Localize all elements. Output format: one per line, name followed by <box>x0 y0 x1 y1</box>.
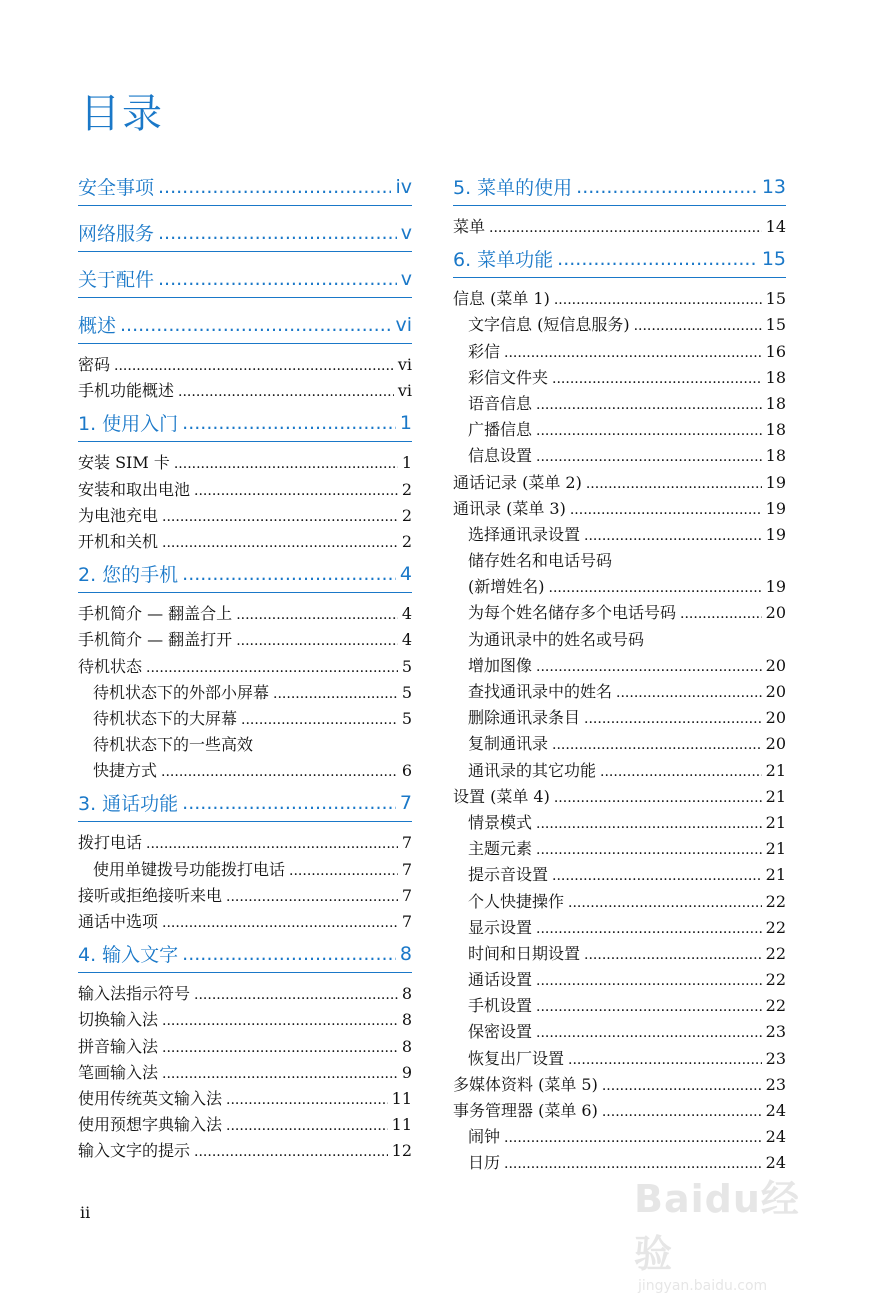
toc-subentry[interactable] <box>453 889 786 915</box>
dot-leader <box>554 785 762 811</box>
toc-page-number: 20 <box>765 655 786 675</box>
dot-leader <box>584 523 762 549</box>
toc-subentry[interactable] <box>453 365 786 391</box>
dot-leader <box>570 497 762 523</box>
toc-entry-title: 广播信息 <box>468 420 533 440</box>
dot-leader <box>602 1099 762 1125</box>
toc-page-number: 19 <box>765 472 786 492</box>
toc-entry-title: 选择通讯录设置 <box>468 524 581 544</box>
dot-leader <box>568 1047 762 1073</box>
dot-leader <box>504 340 762 366</box>
toc-heading[interactable] <box>78 555 412 593</box>
toc-entry-title: 彩信 <box>468 341 501 361</box>
toc-page-number: 2 <box>401 531 412 551</box>
toc-entry-title: 情景模式 <box>468 812 533 832</box>
toc-entry-title: 复制通讯录 <box>468 734 549 754</box>
dot-leader <box>182 412 396 434</box>
toc-page-number: 11 <box>391 1115 412 1135</box>
dot-leader <box>174 451 398 477</box>
toc-page-number: 2 <box>401 505 412 525</box>
toc-page-number: 5 <box>401 708 412 728</box>
toc-subentry[interactable] <box>78 758 412 784</box>
toc-page-number: 8 <box>401 984 412 1004</box>
dot-leader <box>557 248 758 270</box>
toc-entry-title: 通讯录的其它功能 <box>468 760 597 780</box>
toc-heading[interactable] <box>78 404 412 442</box>
dot-leader <box>549 575 762 601</box>
dot-leader <box>158 222 397 244</box>
toc-entry-continued[interactable] <box>453 627 786 653</box>
toc-entry-title: 安装和取出电池 <box>78 479 191 499</box>
toc-entry-title: (新增姓名) <box>468 577 545 597</box>
toc-entry-title: 2. 您的手机 <box>78 564 179 587</box>
toc-entry-title: 通讯录 (菜单 3) <box>453 498 566 518</box>
toc-page-number: 7 <box>401 885 412 905</box>
dot-leader <box>178 379 394 405</box>
dot-leader <box>584 942 762 968</box>
dot-leader <box>241 707 398 733</box>
toc-subentry[interactable] <box>453 731 786 757</box>
toc-subentry[interactable] <box>453 522 786 548</box>
dot-leader <box>158 268 397 290</box>
toc-entry-title: 显示设置 <box>468 917 533 937</box>
toc-entry-title: 通话中选项 <box>78 912 159 931</box>
toc-subentry[interactable] <box>453 705 786 731</box>
toc-entry[interactable] <box>78 601 412 627</box>
dot-leader <box>194 1139 388 1165</box>
dot-leader <box>158 176 391 198</box>
toc-entry[interactable] <box>453 286 786 312</box>
toc-page-number: 20 <box>765 708 786 728</box>
toc-entry-title: 信息设置 <box>468 446 533 466</box>
toc-entry-title: 事务管理器 (菜单 6) <box>453 1101 598 1120</box>
toc-subentry[interactable] <box>453 339 786 365</box>
dot-leader <box>162 504 398 530</box>
toc-page-number: 12 <box>391 1141 412 1161</box>
watermark-url: jingyan.baidu.com <box>638 1278 768 1294</box>
toc-page-number: 14 <box>765 217 786 236</box>
toc-page-number: 8 <box>399 942 412 965</box>
toc-page-number: 19 <box>765 577 786 597</box>
toc-entry-title: 使用预想字典输入法 <box>78 1115 223 1135</box>
toc-entry-title: 多媒体资料 (菜单 5) <box>453 1074 598 1094</box>
toc-page-number: 9 <box>401 1062 412 1082</box>
toc-page-number: 7 <box>401 859 412 879</box>
toc-subentry[interactable] <box>453 836 786 862</box>
toc-entry-title: 通话设置 <box>468 970 533 990</box>
toc-entry[interactable] <box>78 1007 412 1033</box>
dot-leader <box>273 681 398 707</box>
toc-entry-title: 待机状态下的外部小屏幕 <box>93 682 270 702</box>
toc-entry-title: 储存姓名和电话号码 <box>468 551 613 571</box>
toc-heading[interactable] <box>453 240 786 278</box>
toc-entry-title: 查找通讯录中的姓名 <box>468 682 613 701</box>
dot-leader <box>194 982 398 1008</box>
dot-leader <box>161 759 398 785</box>
dot-leader <box>600 759 762 785</box>
toc-subentry[interactable] <box>453 993 786 1019</box>
toc-page-number: 22 <box>765 891 786 911</box>
dot-leader <box>602 1073 762 1099</box>
toc-entry-continued[interactable] <box>78 732 412 758</box>
toc-entry-title: 拼音输入法 <box>78 1036 159 1056</box>
toc-page-number: 23 <box>765 1022 786 1042</box>
toc-subentry[interactable] <box>78 857 412 883</box>
dot-leader <box>536 916 762 942</box>
toc-entry[interactable] <box>78 378 412 404</box>
toc-subentry[interactable] <box>453 574 786 600</box>
dot-leader <box>536 418 762 444</box>
toc-entry[interactable] <box>78 1034 412 1060</box>
toc-entry-title: 语音信息 <box>468 393 533 413</box>
toc-heading[interactable] <box>78 784 412 822</box>
toc-subentry[interactable] <box>453 810 786 836</box>
toc-subentry[interactable] <box>453 941 786 967</box>
toc-entry-title: 开机和关机 <box>78 531 159 551</box>
dot-leader <box>536 837 762 863</box>
toc-subentry[interactable] <box>453 417 786 443</box>
dot-leader <box>680 601 762 627</box>
toc-entry-continued[interactable] <box>453 548 786 574</box>
page-title: 目录 <box>80 91 164 137</box>
dot-leader <box>536 1020 762 1046</box>
dot-leader <box>552 863 762 889</box>
toc-page-number: vi <box>395 313 412 336</box>
toc-entry-title: 设置 (菜单 4) <box>453 786 550 806</box>
toc-entry[interactable] <box>453 1098 786 1124</box>
dot-leader <box>536 392 762 418</box>
toc-entry[interactable] <box>453 1072 786 1098</box>
toc-page-number: 1 <box>399 411 412 434</box>
toc-page-number: 5 <box>401 682 412 702</box>
dot-leader <box>536 444 762 470</box>
toc-entry-title: 提示音设置 <box>468 865 549 885</box>
toc-entry[interactable] <box>78 529 412 555</box>
toc-page-number: vi <box>397 381 412 401</box>
toc-page-number: 7 <box>401 833 412 853</box>
toc-entry-title: 1. 使用入门 <box>78 413 179 436</box>
toc-page-number: 2 <box>401 479 412 499</box>
toc-page-number: 22 <box>765 917 786 937</box>
toc-entry-title: 日历 <box>468 1153 501 1173</box>
toc-entry-title: 概述 <box>78 315 117 337</box>
toc-page-number: 1 <box>401 453 412 473</box>
toc-entry[interactable] <box>78 1086 412 1112</box>
toc-entry-title: 手机简介 — 翻盖合上 <box>78 604 233 624</box>
toc-page-number: 4 <box>401 604 412 624</box>
toc-page-number: 5 <box>401 656 412 676</box>
dot-leader <box>584 706 762 732</box>
toc-entry-title: 个人快捷操作 <box>468 891 565 911</box>
toc-entry-title: 5. 菜单的使用 <box>453 177 573 199</box>
toc-page-number: 21 <box>765 812 786 832</box>
toc-entry-title: 删除通讯录条目 <box>468 708 581 728</box>
toc-entry-title: 输入文字的提示 <box>78 1141 191 1161</box>
toc-entry-title: 安装 SIM 卡 <box>78 453 170 473</box>
toc-entry[interactable] <box>453 470 786 496</box>
toc-entry-title: 菜单 <box>453 217 486 236</box>
toc-page-number: 6 <box>401 761 412 781</box>
dot-leader <box>289 858 398 884</box>
dot-leader <box>552 366 762 392</box>
toc-entry[interactable] <box>78 1112 412 1138</box>
toc-entry-title: 待机状态下的一些高效 <box>93 735 254 755</box>
toc-page-number: 21 <box>765 839 786 859</box>
toc-subentry[interactable] <box>78 680 412 706</box>
toc-entry[interactable] <box>78 450 412 476</box>
toc-entry[interactable] <box>78 654 412 680</box>
dot-leader <box>536 994 762 1020</box>
toc-entry[interactable] <box>453 214 786 240</box>
dot-leader <box>576 176 758 198</box>
dot-leader <box>536 968 762 994</box>
toc-entry-title: 文字信息 (短信息服务) <box>468 315 630 335</box>
dot-leader <box>194 478 398 504</box>
toc-page-number: 8 <box>401 1010 412 1030</box>
toc-page-number: 15 <box>761 247 786 270</box>
dot-leader <box>586 471 762 497</box>
toc-entry-title: 为每个姓名储存多个电话号码 <box>468 603 677 623</box>
toc-page-number: 21 <box>765 786 786 806</box>
dot-leader <box>554 287 762 313</box>
toc-page-number: 18 <box>765 393 786 413</box>
dot-leader <box>236 628 398 654</box>
toc-page-number: 24 <box>765 1153 786 1173</box>
dot-leader <box>162 1061 398 1087</box>
toc-page-number: 18 <box>765 446 786 466</box>
toc-entry[interactable] <box>78 981 412 1007</box>
baidu-watermark <box>634 1168 834 1294</box>
toc-entry[interactable] <box>78 352 412 378</box>
toc-heading[interactable] <box>78 306 412 344</box>
toc-entry-title: 为通讯录中的姓名或号码 <box>468 629 645 649</box>
toc-entry-title: 手机设置 <box>468 996 533 1016</box>
toc-entry[interactable] <box>453 496 786 522</box>
toc-entry[interactable] <box>78 627 412 653</box>
toc-page-number: 24 <box>765 1127 786 1147</box>
toc-subentry[interactable] <box>453 1019 786 1045</box>
dot-leader <box>504 1125 762 1151</box>
dot-leader <box>162 530 398 556</box>
toc-entry-title: 笔画输入法 <box>78 1062 159 1082</box>
toc-entry-title: 彩信文件夹 <box>468 367 549 387</box>
toc-page-number: 7 <box>399 791 412 814</box>
toc-subentry[interactable] <box>453 1046 786 1072</box>
toc-subentry[interactable] <box>453 679 786 705</box>
toc-page-number: 18 <box>765 420 786 440</box>
dot-leader <box>162 910 398 936</box>
toc-entry[interactable] <box>78 883 412 909</box>
dot-leader <box>146 655 398 681</box>
toc-heading[interactable] <box>78 168 412 206</box>
toc-page-number: 15 <box>765 289 786 309</box>
dot-leader <box>552 732 762 758</box>
toc-entry-title: 闹钟 <box>468 1127 501 1147</box>
toc-subentry[interactable] <box>453 758 786 784</box>
toc-heading[interactable] <box>78 935 412 973</box>
toc-entry-title: 网络服务 <box>78 223 155 245</box>
toc-entry-title: 接听或拒绝接听来电 <box>78 885 223 905</box>
dot-leader <box>182 943 396 965</box>
page-number: ii <box>80 1203 91 1222</box>
toc-entry-title: 3. 通话功能 <box>78 793 179 816</box>
dot-leader <box>536 811 762 837</box>
toc-subentry[interactable] <box>453 312 786 338</box>
toc-page-number: 19 <box>765 498 786 518</box>
toc-page-number: 23 <box>765 1074 786 1094</box>
toc-page-number: 23 <box>765 1048 786 1068</box>
toc-page-number: 24 <box>765 1101 786 1120</box>
toc-subentry[interactable] <box>453 600 786 626</box>
toc-subentry[interactable] <box>453 915 786 941</box>
toc-page-number: 7 <box>401 912 412 931</box>
toc-entry-title: 关于配件 <box>78 269 155 291</box>
toc-entry-title: 信息 (菜单 1) <box>453 289 550 309</box>
toc-page-number: 20 <box>765 734 786 754</box>
toc-entry[interactable] <box>78 1138 412 1164</box>
toc-entry-title: 使用单键拨号功能拨打电话 <box>93 859 286 879</box>
toc-entry[interactable] <box>78 1060 412 1086</box>
dot-leader <box>114 353 394 379</box>
toc-page-number: 4 <box>401 630 412 650</box>
toc-entry-title: 使用传统英文输入法 <box>78 1088 223 1108</box>
toc-page-number: 11 <box>391 1088 412 1108</box>
dot-leader <box>634 313 762 339</box>
toc-page-number: v <box>400 267 412 290</box>
toc-page-number: 22 <box>765 970 786 990</box>
toc-entry-title: 待机状态下的大屏幕 <box>93 708 238 728</box>
toc-entry-title: 手机功能概述 <box>78 381 175 401</box>
toc-entry-title: 密码 <box>78 355 111 374</box>
dot-leader <box>536 654 762 680</box>
dot-leader <box>162 1035 398 1061</box>
toc-entry-title: 恢复出厂设置 <box>468 1048 565 1068</box>
dot-leader <box>226 884 398 910</box>
toc-entry[interactable] <box>78 909 412 935</box>
toc-entry-title: 主题元素 <box>468 839 533 859</box>
dot-leader <box>489 215 762 241</box>
toc-page-number: 22 <box>765 996 786 1016</box>
toc-entry[interactable] <box>78 830 412 856</box>
toc-entry-title: 拨打电话 <box>78 833 143 853</box>
toc-page-number: 18 <box>765 367 786 387</box>
toc-entry-title: 为电池充电 <box>78 505 159 525</box>
toc-entry-title: 通话记录 (菜单 2) <box>453 472 582 492</box>
toc-entry-title: 保密设置 <box>468 1022 533 1042</box>
dot-leader <box>146 831 398 857</box>
toc-entry-title: 切换输入法 <box>78 1010 159 1030</box>
dot-leader <box>236 602 398 628</box>
toc-subentry[interactable] <box>453 1124 786 1150</box>
toc-heading[interactable] <box>453 168 786 206</box>
toc-page-number: 20 <box>765 603 786 623</box>
toc-page-number: 4 <box>399 562 412 585</box>
toc-subentry[interactable] <box>453 653 786 679</box>
watermark-logo: Baidu经验 <box>634 1177 800 1276</box>
dot-leader <box>162 1008 398 1034</box>
dot-leader <box>120 314 391 336</box>
toc-page-number: 20 <box>765 682 786 701</box>
toc-subentry[interactable] <box>453 391 786 417</box>
toc-subentry[interactable] <box>453 862 786 888</box>
toc-page-number: 21 <box>765 865 786 885</box>
toc-entry-title: 安全事项 <box>78 177 155 199</box>
toc-entry-title: 增加图像 <box>468 655 533 675</box>
dot-leader <box>568 890 762 916</box>
toc-entry[interactable] <box>453 784 786 810</box>
toc-page-number: iv <box>395 175 412 198</box>
toc-subentry[interactable] <box>453 443 786 469</box>
toc-entry-title: 时间和日期设置 <box>468 943 581 963</box>
toc-entry-title: 手机简介 — 翻盖打开 <box>78 630 233 650</box>
toc-page-number: 19 <box>765 524 786 544</box>
toc-right-column <box>453 168 786 1177</box>
toc-page-number: 8 <box>401 1036 412 1056</box>
toc-page-number: 15 <box>765 315 786 335</box>
toc-entry[interactable] <box>78 503 412 529</box>
toc-entry-title: 输入法指示符号 <box>78 984 191 1004</box>
toc-page-number: v <box>400 221 412 244</box>
toc-entry[interactable] <box>78 477 412 503</box>
toc-heading[interactable] <box>78 260 412 298</box>
toc-entry-title: 4. 输入文字 <box>78 944 179 967</box>
toc-page-number: 16 <box>765 341 786 361</box>
toc-page-number: 22 <box>765 943 786 963</box>
dot-leader <box>226 1087 388 1113</box>
toc-subentry[interactable] <box>78 706 412 732</box>
dot-leader <box>226 1113 388 1139</box>
toc-page-number: 21 <box>765 760 786 780</box>
toc-subentry[interactable] <box>453 967 786 993</box>
toc-page-number: 13 <box>761 175 786 198</box>
toc-entry-title: 待机状态 <box>78 656 143 676</box>
toc-heading[interactable] <box>78 214 412 252</box>
dot-leader <box>182 563 396 585</box>
toc-page-number: vi <box>397 355 412 374</box>
dot-leader <box>616 680 762 706</box>
toc-entry-title: 6. 菜单功能 <box>453 249 554 272</box>
toc-entry-title: 快捷方式 <box>93 761 158 781</box>
dot-leader <box>182 792 396 814</box>
toc-left-column <box>78 168 412 1165</box>
